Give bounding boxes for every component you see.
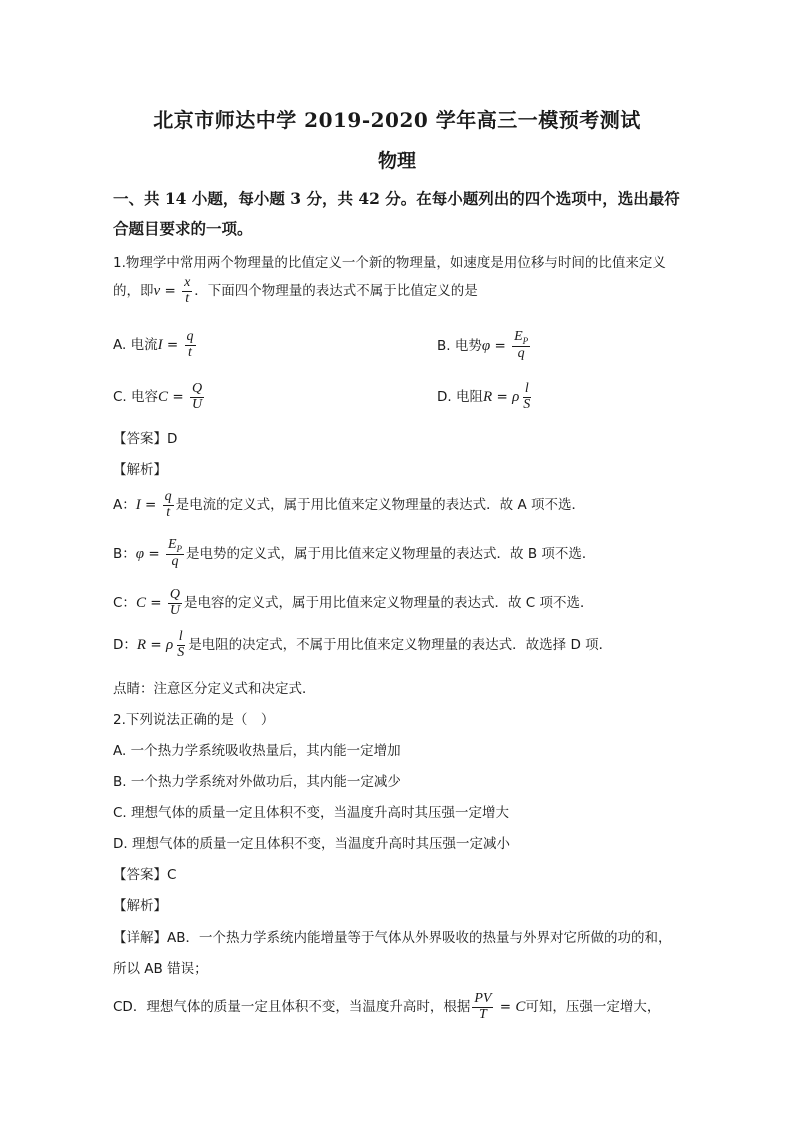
q2-option-b: B. 一个热力学系统对外做功后，其内能一定减少	[113, 774, 401, 790]
subject-title: 物理	[377, 150, 416, 172]
q2-option-a: A. 一个热力学系统吸收热量后，其内能一定增加	[113, 743, 401, 759]
q1-explain-c: C：C = $\frac{Q}{U}$ 是电容的定义式，属于用比值来定义物理量的表达式．故 C 项不选．	[113, 587, 594, 618]
q1-explain-b: B：φ = $\frac{E_P}{q}$ 是电势的定义式，属于用比值来定义物理量的表达式．故 B 项不选．	[113, 537, 596, 570]
q1-answer-value: D	[167, 431, 178, 447]
q2-option-c: C. 理想气体的质量一定且体积不变，当温度升高时其压强一定增大	[113, 805, 510, 821]
q2-answer: 【答案】C	[113, 867, 177, 883]
section-heading-line1: 一、共 14 小题，每小题 3 分，共 42 分。在每小题列出的四个选项中，选出最符	[113, 189, 680, 208]
section-heading-line2: 合题目要求的一项。	[113, 219, 253, 238]
q2-detail-line3: CD．理想气体的质量一定且体积不变，当温度升高时，根据 $\frac{PV}{T}$ = C可知，压强一定增大，	[113, 991, 661, 1022]
q1-note: 点睛：注意区分定义式和决定式．	[113, 681, 316, 697]
q1-explain-d: D：R = ρ $\frac{l}{S}$ 是电阻的决定式，不属于用比值来定义物理量的表达式．故选择 D 项．	[113, 629, 613, 660]
q2-analysis-label: 【解析】	[113, 898, 167, 914]
q2-stem: 2.下列说法正确的是（ ）	[113, 712, 275, 728]
q1-stem-line2: 的，即v = $\frac{x}{t}$ ．下面四个物理量的表达式不属于比值定义的是	[113, 275, 478, 306]
gas-law-fraction: $\frac{PV}{T}$	[474, 991, 492, 1022]
q1-explain-a: A：I = $\frac{q}{t}$ 是电流的定义式，属于用比值来定义物理量的表达式．故 A 项不选．	[113, 489, 585, 520]
q1-option-b: B. 电势φ = $\frac{E_P}{q}$	[437, 329, 529, 362]
q2-detail-line1: 【详解】AB．一个热力学系统内能增量等于气体从外界吸收的热量与外界对它所做的功的和，	[113, 930, 672, 946]
velocity-fraction: $\frac{x}{t}$	[184, 275, 191, 306]
q1-option-c: C. 电容C = $\frac{Q}{U}$	[113, 381, 203, 412]
q1-option-a: A. 电流I = $\frac{q}{t}$	[113, 329, 194, 360]
q1-analysis-label: 【解析】	[113, 462, 167, 478]
page-title: 北京市师达中学 2019-2020 学年高三一模预考测试	[153, 108, 641, 132]
q2-detail-line2: 所以 AB 错误；	[113, 961, 208, 977]
q2-option-d: D. 理想气体的质量一定且体积不变，当温度升高时其压强一定减小	[113, 836, 510, 852]
q2-answer-value: C	[167, 867, 177, 883]
q1-option-d: D. 电阻R = ρ $\frac{l}{S}$	[437, 381, 531, 412]
q1-answer: 【答案】D	[113, 431, 178, 447]
q1-stem-line1: 1.物理学中常用两个物理量的比值定义一个新的物理量，如速度是用位移与时间的比值来定义	[113, 255, 666, 271]
